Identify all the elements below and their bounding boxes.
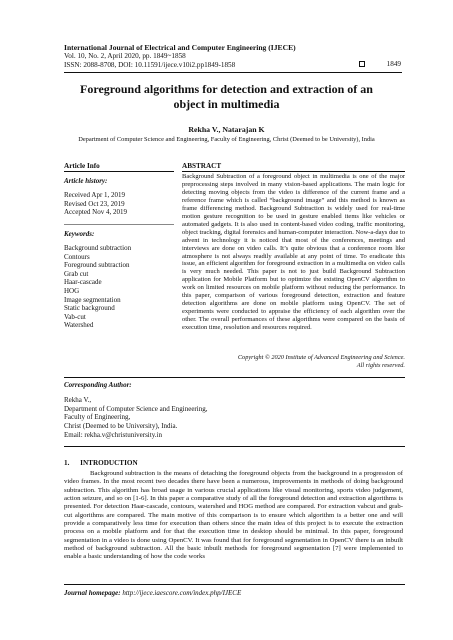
keyword-item: Background subtraction (64, 244, 132, 252)
copyright-line: Copyright © 2020 Institute of Advanced Engineering and Science. (237, 354, 405, 361)
keyword-item: Watershed (64, 321, 94, 330)
history-divider (64, 224, 174, 225)
abstract-heading: ABSTRACT (182, 162, 222, 170)
abstract-rule (182, 171, 405, 172)
corresponding-department: Department of Computer Science and Engineering, (64, 404, 208, 413)
journal-name: International Journal of Electrical and Computer Engineering (IJECE) (64, 43, 296, 52)
page-number: 1849 (386, 60, 401, 68)
keywords-list (64, 244, 174, 330)
corresponding-university: Christ (Deemed to be University), India. (64, 422, 178, 431)
article-info-rule (64, 171, 174, 172)
journal-volume: Vol. 10, No. 2, April 2020, pp. 1849~1858 (64, 52, 186, 61)
keyword-item: Foreground subtraction (64, 261, 130, 270)
keyword-item: Contours (64, 252, 90, 261)
keyword-item: Haar-cascade (64, 278, 102, 287)
paper-authors: Rekha V., Natarajan K (188, 125, 265, 134)
corresponding-email: Email: rekha.v@christuniversity.in (64, 430, 162, 439)
corresponding-name: Rekha V., (64, 396, 92, 404)
keywords-label: Keywords: (64, 230, 95, 238)
page-number-block (359, 60, 401, 68)
corresponding-heading: Corresponding Author: (64, 381, 132, 389)
introduction-text: Background subtraction is the means of detaching the foreground objects from the background in a progression of video frames. In the most recent two decades there have been a numerous, improvements in methods of doing background subtraction. This algorithm has broad usage in various crucial applications like visual monitoring, sports video judgement, action seizure, and so on [1-6]. In this paper a comparative study of all the foreground detection and extraction algorithms is presented. For detection Haar-cascade, contours, watershed and HOG method are compared. For extraction vabcut and grab-cut algorithms are compared. The main motive of this comparison is to ensure which algorithm is a better one and will provide a comparatively less time for execution than others since the main idea of this project is to execute the extraction process on a mobile platform and for that the execution time in desktop should be minimal. In this paper, foreground segmentation in a video is done using OpenCV. It was found that for foreground segmentation in OpenCV there is an inbuilt method of background subtraction. All the basic inbuilt methods for foreground segmentation [7] were implemented to enable a basic understanding of how the code works (64, 470, 403, 561)
history-accepted: Accepted Nov 4, 2019 (64, 208, 127, 217)
footer: Journal homepage: http://ijece.iaescore.com/index.php/IJECE (64, 589, 242, 597)
footer-rule (64, 584, 405, 585)
corresponding-faculty: Faculty of Engineering, (64, 413, 131, 422)
keyword-item: Static background (64, 304, 115, 313)
paper-affiliation: Department of Computer Science and Engineering, Faculty of Engineering, Christ (Deemed to be University), India (78, 136, 375, 143)
rights-line: All rights reserved. (356, 362, 405, 369)
footer-label: Journal homepage (64, 589, 119, 597)
keyword-item: HOG (64, 286, 80, 295)
keyword-item: Vab-cut (64, 312, 86, 321)
introduction-heading: 1. INTRODUCTION (64, 459, 138, 467)
corresponding-details (64, 396, 394, 440)
journal-issn: ISSN: 2088-8708, DOI: 10.11591/ijece.v10i2.pp1849-1858 (64, 61, 236, 70)
keyword-item: Image segmentation (64, 295, 121, 304)
corresponding-top-rule (64, 377, 405, 378)
paper-title: Foreground algorithms for detection and extraction of an object in multimedia (80, 82, 373, 111)
keyword-item: Grab cut (64, 269, 89, 278)
square-icon (359, 61, 365, 67)
copyright-notice (182, 354, 405, 370)
history-revised: Revised Oct 23, 2019 (64, 199, 125, 208)
corresponding-bottom-rule (64, 446, 405, 447)
article-history-list (64, 191, 174, 217)
history-received: Received Apr 1, 2019 (64, 191, 126, 199)
journal-header (64, 43, 404, 71)
abstract-text: Background Subtraction of a foreground object in multimedia is one of the major preprocessing steps involved in many vision-based applications. The main logic for detecting moving objects from the video is difference of the current frame and a reference frame which is called “background image” and this method is known as frame differencing method. Background Subtraction is widely used for real-time motion gesture recognition to be used in gesture enabled items like vehicles or automated gadgets. It is also used in content-based video coding, traffic monitoring, object tracking, digital forensics and human-computer interaction. Now-a-days due to advent in technology it is noticed that most of the conferences, meetings and interviews are done on video calls. It’s quite obvious that a conference room like atmosphere is not always readily available at any point of time. To eradicate this issue, an efficient algorithm for foreground extraction in a multimedia on video calls is very much needed. This paper is not to just build Background Subtraction application for Mobile Platform but to optimize the existing OpenCV algorithm to work on limited resources on mobile platform without reducing the performance. In this paper, comparison of various foreground detection, extraction and feature detection algorithms are done on mobile platform using OpenCV. The set of experiments were conducted to appraise the efficiency of each algorithm over the other. The overall performances of these algorithms were compared on the basis of execution time, resolution and resources required. (182, 173, 405, 332)
article-history-label: Article history: (64, 177, 108, 185)
header-rule (64, 72, 402, 73)
journal-homepage-link[interactable]: http://ijece.iaescore.com/index.php/IJECE (122, 589, 242, 597)
article-info-heading: Article Info (64, 162, 100, 170)
introduction-body (64, 470, 403, 562)
